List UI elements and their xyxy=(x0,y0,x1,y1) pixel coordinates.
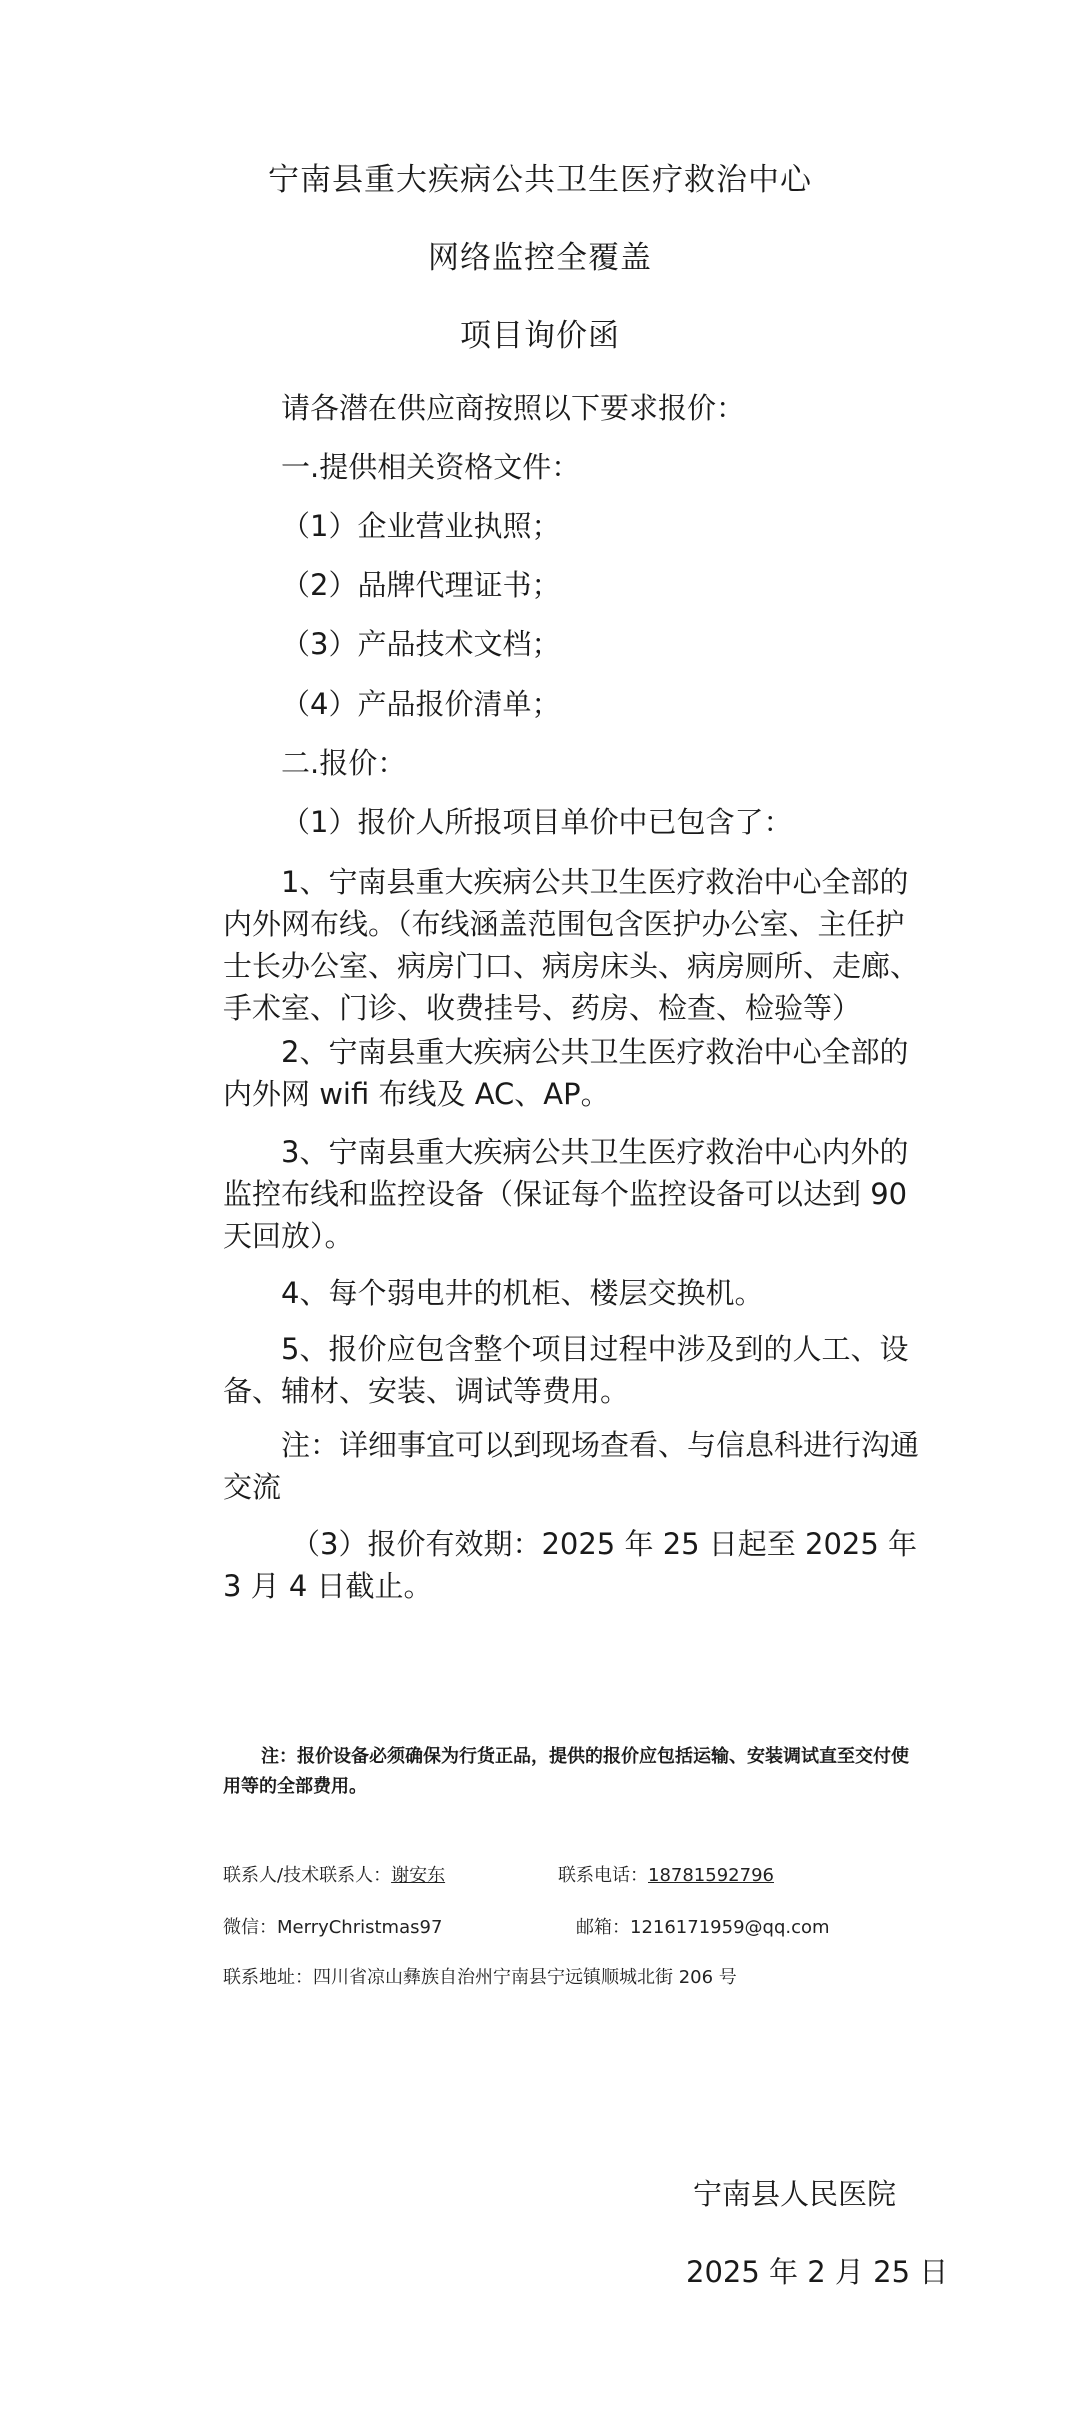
quote-point-2: 2、宁南县重大疾病公共卫生医疗救治中心全部的内外网 wifi 布线及 AC、AP。 xyxy=(223,1035,909,1111)
contact-address-value: 四川省凉山彝族自治州宁南县宁远镇顺城北街 206 号 xyxy=(313,1967,737,1988)
contact-wechat-label: 微信： xyxy=(223,1917,277,1938)
title-line-1: 宁南县重大疾病公共卫生医疗救治中心 xyxy=(268,162,812,198)
contact-wechat xyxy=(223,1914,442,1942)
signature-organization: 宁南县人民医院 xyxy=(693,2177,897,2211)
contact-person-name: 谢安东 xyxy=(391,1865,446,1886)
intro-text: 请各潜在供应商按照以下要求报价： xyxy=(281,391,746,425)
signature-date: 2025 年 2 月 25 日 xyxy=(686,2255,949,2289)
title-line-3: 项目询价函 xyxy=(460,318,620,354)
contact-address-label: 联系地址： xyxy=(223,1967,313,1988)
quote-point-1: 1、宁南县重大疾病公共卫生医疗救治中心全部的内外网布线。（布线涵盖范围包含医护办公室、主任护士长办公室、病房门口、病房床头、病房厕所、走廊、手术室、门诊、收费挂号、药房、检查、检验等） xyxy=(223,865,920,1025)
contact-phone xyxy=(558,1862,774,1890)
equipment-note: 注：报价设备必须确保为行货正品，提供的报价应包括运输、安装调试直至交付使用等的全部费用。 xyxy=(223,1746,909,1797)
validity-period: （3）报价有效期：2025 年 25 日起至 2025 年 3 月 4 日截止。 xyxy=(223,1527,918,1603)
qualification-item-3: （3）产品技术文档； xyxy=(281,627,561,661)
contact-address xyxy=(223,1964,737,1992)
contact-phone-label: 联系电话： xyxy=(558,1865,648,1886)
contact-phone-number: 18781592796 xyxy=(648,1865,774,1886)
contact-email-label: 邮箱： xyxy=(576,1917,630,1938)
contact-wechat-id: MerryChristmas97 xyxy=(277,1917,443,1938)
section-1-heading: 一.提供相关资格文件： xyxy=(281,450,581,484)
quote-point-3: 3、宁南县重大疾病公共卫生医疗救治中心内外的监控布线和监控设备（保证每个监控设备可以达到 90 天回放）。 xyxy=(223,1135,909,1253)
contact-person-label: 联系人/技术联系人： xyxy=(223,1865,392,1886)
qualification-item-2: （2）品牌代理证书； xyxy=(281,568,561,602)
quote-point-4: 4、每个弱电井的机柜、楼层交换机。 xyxy=(281,1276,764,1310)
contact-email-address: 1216171959@qq.com xyxy=(630,1917,830,1938)
section-2-sub-1: （1）报价人所报项目单价中已包含了： xyxy=(281,805,793,839)
quote-point-5: 5、报价应包含整个项目过程中涉及到的人工、设备、辅材、安装、调试等费用。 xyxy=(223,1332,909,1408)
qualification-item-4: （4）产品报价清单； xyxy=(281,687,561,721)
contact-person xyxy=(223,1862,445,1890)
site-visit-note: 注：详细事宜可以到现场查看、与信息科进行沟通交流 xyxy=(223,1428,920,1504)
qualification-item-1: （1）企业营业执照； xyxy=(281,509,561,543)
section-2-heading: 二.报价： xyxy=(281,746,407,780)
contact-email xyxy=(576,1914,830,1942)
title-line-2: 网络监控全覆盖 xyxy=(428,240,652,276)
